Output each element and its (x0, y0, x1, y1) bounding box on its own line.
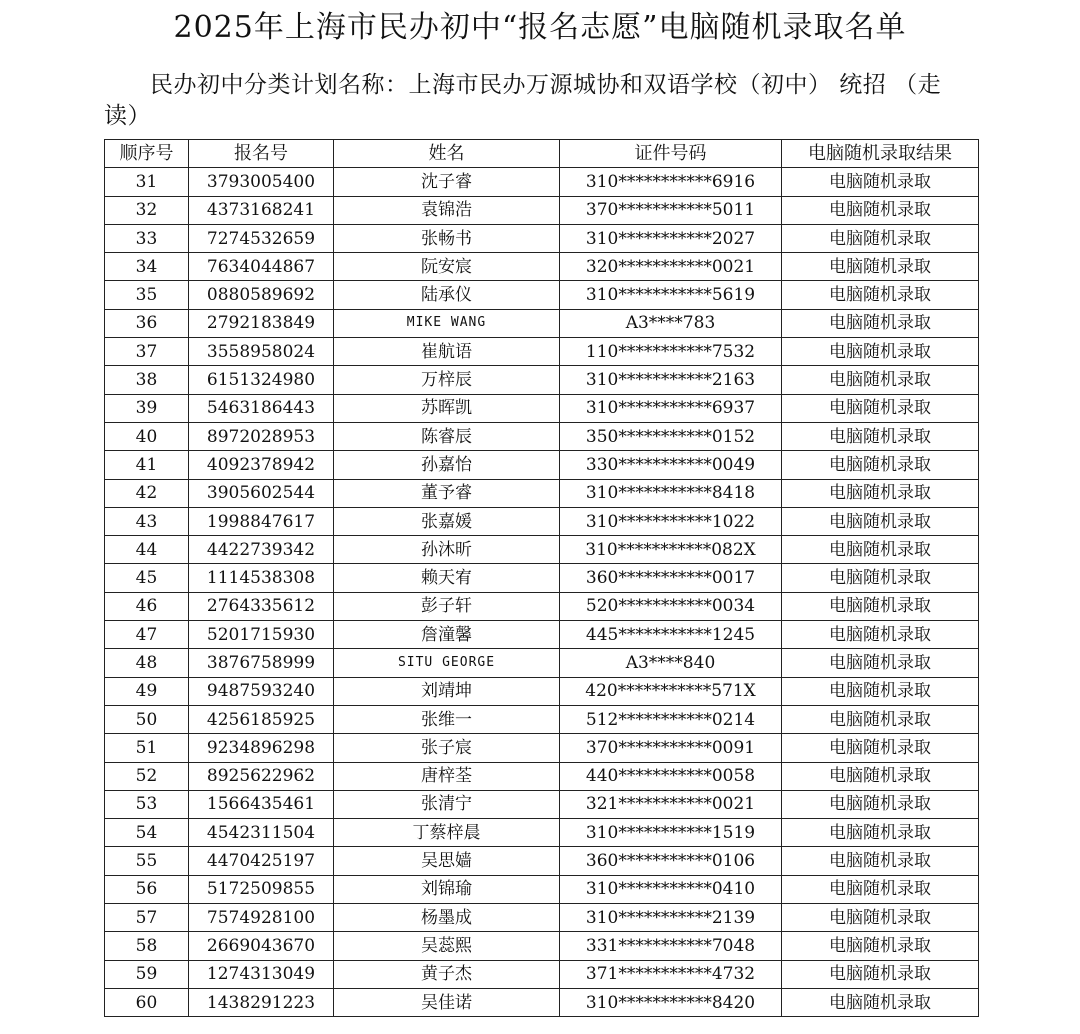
cell-result: 电脑随机录取 (782, 281, 979, 309)
cell-result: 电脑随机录取 (782, 479, 979, 507)
cell-name: SITU GEORGE (334, 649, 560, 677)
cell-result: 电脑随机录取 (782, 451, 979, 479)
cell-result: 电脑随机录取 (782, 819, 979, 847)
cell-seq: 50 (105, 705, 189, 733)
cell-seq: 31 (105, 168, 189, 196)
cell-name: 万梓辰 (334, 366, 560, 394)
cell-reg-number: 1566435461 (189, 790, 334, 818)
cell-result: 电脑随机录取 (782, 338, 979, 366)
table-row (105, 451, 979, 479)
table-row (105, 366, 979, 394)
cell-name: MIKE WANG (334, 309, 560, 337)
cell-name: 张畅书 (334, 224, 560, 252)
table-header (105, 140, 979, 168)
cell-seq: 55 (105, 847, 189, 875)
cell-name: 黄子杰 (334, 960, 560, 988)
table-row (105, 536, 979, 564)
cell-result: 电脑随机录取 (782, 507, 979, 535)
cell-name: 彭子轩 (334, 592, 560, 620)
cell-name: 刘靖坤 (334, 677, 560, 705)
cell-seq: 44 (105, 536, 189, 564)
cell-name: 张维一 (334, 705, 560, 733)
cell-reg-number: 3558958024 (189, 338, 334, 366)
cell-reg-number: 7274532659 (189, 224, 334, 252)
cell-name: 陆承仪 (334, 281, 560, 309)
cell-name: 崔航语 (334, 338, 560, 366)
cell-reg-number: 5463186443 (189, 394, 334, 422)
cell-name: 吴思嫱 (334, 847, 560, 875)
cell-name: 张子宸 (334, 734, 560, 762)
cell-reg-number: 9487593240 (189, 677, 334, 705)
cell-seq: 48 (105, 649, 189, 677)
cell-seq: 43 (105, 507, 189, 535)
header-row (105, 140, 979, 168)
cell-id-number: 330***********0049 (560, 451, 782, 479)
cell-result: 电脑随机录取 (782, 847, 979, 875)
table-row (105, 224, 979, 252)
cell-reg-number: 4373168241 (189, 196, 334, 224)
cell-id-number: 310***********8418 (560, 479, 782, 507)
cell-id-number: 445***********1245 (560, 621, 782, 649)
cell-seq: 54 (105, 819, 189, 847)
table-row (105, 847, 979, 875)
cell-seq: 40 (105, 422, 189, 450)
cell-name: 孙沐昕 (334, 536, 560, 564)
cell-result: 电脑随机录取 (782, 960, 979, 988)
cell-id-number: 310***********2163 (560, 366, 782, 394)
table-row (105, 705, 979, 733)
cell-name: 刘锦瑜 (334, 875, 560, 903)
cell-reg-number: 3793005400 (189, 168, 334, 196)
cell-id-number: 370***********5011 (560, 196, 782, 224)
cell-result: 电脑随机录取 (782, 422, 979, 450)
cell-name: 阮安宸 (334, 253, 560, 281)
cell-result: 电脑随机录取 (782, 253, 979, 281)
cell-result: 电脑随机录取 (782, 309, 979, 337)
plan-name-subtitle: 民办初中分类计划名称：上海市民办万源城协和双语学校（初中） 统招 （走读） (104, 72, 942, 129)
cell-result: 电脑随机录取 (782, 932, 979, 960)
cell-result: 电脑随机录取 (782, 875, 979, 903)
cell-name: 赖天宥 (334, 564, 560, 592)
header-id-number: 证件号码 (560, 140, 782, 168)
cell-result: 电脑随机录取 (782, 621, 979, 649)
table-row (105, 988, 979, 1016)
cell-result: 电脑随机录取 (782, 988, 979, 1016)
cell-id-number: 110***********7532 (560, 338, 782, 366)
cell-id-number: 310***********8420 (560, 988, 782, 1016)
table-row (105, 819, 979, 847)
cell-name: 董予睿 (334, 479, 560, 507)
cell-id-number: 331***********7048 (560, 932, 782, 960)
cell-name: 袁锦浩 (334, 196, 560, 224)
cell-reg-number: 1114538308 (189, 564, 334, 592)
header-seq: 顺序号 (105, 140, 189, 168)
cell-result: 电脑随机录取 (782, 762, 979, 790)
admission-list-table (104, 139, 979, 1017)
cell-name: 吴蕊熙 (334, 932, 560, 960)
cell-seq: 59 (105, 960, 189, 988)
cell-seq: 57 (105, 904, 189, 932)
table-row (105, 960, 979, 988)
cell-id-number: 512***********0214 (560, 705, 782, 733)
cell-reg-number: 8925622962 (189, 762, 334, 790)
cell-reg-number: 1998847617 (189, 507, 334, 535)
header-reg-number: 报名号 (189, 140, 334, 168)
cell-result: 电脑随机录取 (782, 734, 979, 762)
cell-seq: 37 (105, 338, 189, 366)
table-row (105, 394, 979, 422)
cell-id-number: 371***********4732 (560, 960, 782, 988)
cell-name: 孙嘉怡 (334, 451, 560, 479)
cell-id-number: 360***********0017 (560, 564, 782, 592)
cell-result: 电脑随机录取 (782, 705, 979, 733)
table-row (105, 507, 979, 535)
cell-result: 电脑随机录取 (782, 677, 979, 705)
cell-reg-number: 4256185925 (189, 705, 334, 733)
cell-result: 电脑随机录取 (782, 649, 979, 677)
table-body (105, 168, 979, 1017)
table-row (105, 875, 979, 903)
cell-seq: 47 (105, 621, 189, 649)
cell-id-number: 360***********0106 (560, 847, 782, 875)
table-row (105, 422, 979, 450)
cell-id-number: 310***********1519 (560, 819, 782, 847)
cell-reg-number: 4422739342 (189, 536, 334, 564)
table-row (105, 168, 979, 196)
cell-reg-number: 5201715930 (189, 621, 334, 649)
cell-seq: 60 (105, 988, 189, 1016)
cell-id-number: 310***********6916 (560, 168, 782, 196)
cell-seq: 45 (105, 564, 189, 592)
cell-reg-number: 9234896298 (189, 734, 334, 762)
cell-reg-number: 2764335612 (189, 592, 334, 620)
cell-id-number: A3****840 (560, 649, 782, 677)
cell-reg-number: 8972028953 (189, 422, 334, 450)
header-result: 电脑随机录取结果 (782, 140, 979, 168)
table-row (105, 621, 979, 649)
cell-id-number: 420***********571X (560, 677, 782, 705)
cell-seq: 39 (105, 394, 189, 422)
cell-reg-number: 3905602544 (189, 479, 334, 507)
cell-id-number: 310***********0410 (560, 875, 782, 903)
table-row (105, 196, 979, 224)
cell-id-number: 370***********0091 (560, 734, 782, 762)
cell-name: 苏晖凯 (334, 394, 560, 422)
cell-reg-number: 2792183849 (189, 309, 334, 337)
cell-seq: 49 (105, 677, 189, 705)
cell-id-number: 310***********5619 (560, 281, 782, 309)
cell-reg-number: 5172509855 (189, 875, 334, 903)
cell-result: 电脑随机录取 (782, 536, 979, 564)
cell-reg-number: 7634044867 (189, 253, 334, 281)
cell-seq: 53 (105, 790, 189, 818)
cell-reg-number: 0880589692 (189, 281, 334, 309)
cell-result: 电脑随机录取 (782, 168, 979, 196)
cell-seq: 41 (105, 451, 189, 479)
cell-seq: 32 (105, 196, 189, 224)
cell-seq: 52 (105, 762, 189, 790)
table-row (105, 338, 979, 366)
cell-seq: 33 (105, 224, 189, 252)
table-row (105, 253, 979, 281)
table-row (105, 904, 979, 932)
cell-id-number: 310***********2139 (560, 904, 782, 932)
table-row (105, 734, 979, 762)
table-row (105, 564, 979, 592)
cell-reg-number: 7574928100 (189, 904, 334, 932)
cell-name: 陈睿辰 (334, 422, 560, 450)
cell-result: 电脑随机录取 (782, 366, 979, 394)
header-name: 姓名 (334, 140, 560, 168)
table-row (105, 592, 979, 620)
cell-name: 詹潼馨 (334, 621, 560, 649)
cell-result: 电脑随机录取 (782, 564, 979, 592)
table-row (105, 309, 979, 337)
cell-id-number: 310***********1022 (560, 507, 782, 535)
cell-seq: 42 (105, 479, 189, 507)
cell-reg-number: 3876758999 (189, 649, 334, 677)
cell-result: 电脑随机录取 (782, 394, 979, 422)
cell-seq: 35 (105, 281, 189, 309)
cell-seq: 58 (105, 932, 189, 960)
cell-reg-number: 1274313049 (189, 960, 334, 988)
cell-seq: 34 (105, 253, 189, 281)
page-title: 2025年上海市民办初中“报名志愿”电脑随机录取名单 (173, 10, 907, 45)
cell-id-number: 320***********0021 (560, 253, 782, 281)
cell-id-number: 310***********082X (560, 536, 782, 564)
cell-id-number: 350***********0152 (560, 422, 782, 450)
cell-name: 唐梓荃 (334, 762, 560, 790)
cell-id-number: 310***********2027 (560, 224, 782, 252)
table-row (105, 932, 979, 960)
cell-result: 电脑随机录取 (782, 904, 979, 932)
table-row (105, 762, 979, 790)
cell-id-number: 520***********0034 (560, 592, 782, 620)
cell-id-number: 310***********6937 (560, 394, 782, 422)
cell-name: 沈子睿 (334, 168, 560, 196)
cell-reg-number: 4092378942 (189, 451, 334, 479)
cell-result: 电脑随机录取 (782, 592, 979, 620)
cell-name: 丁蔡梓晨 (334, 819, 560, 847)
cell-result: 电脑随机录取 (782, 224, 979, 252)
cell-reg-number: 4470425197 (189, 847, 334, 875)
cell-reg-number: 4542311504 (189, 819, 334, 847)
cell-reg-number: 2669043670 (189, 932, 334, 960)
table-row (105, 479, 979, 507)
cell-seq: 38 (105, 366, 189, 394)
cell-name: 吴佳诺 (334, 988, 560, 1016)
cell-seq: 56 (105, 875, 189, 903)
table-row (105, 649, 979, 677)
cell-name: 杨墨成 (334, 904, 560, 932)
cell-seq: 46 (105, 592, 189, 620)
cell-result: 电脑随机录取 (782, 790, 979, 818)
cell-seq: 51 (105, 734, 189, 762)
table-row (105, 281, 979, 309)
cell-id-number: 440***********0058 (560, 762, 782, 790)
table-row (105, 790, 979, 818)
cell-seq: 36 (105, 309, 189, 337)
cell-reg-number: 1438291223 (189, 988, 334, 1016)
table-row (105, 677, 979, 705)
cell-id-number: A3****783 (560, 309, 782, 337)
cell-id-number: 321***********0021 (560, 790, 782, 818)
cell-result: 电脑随机录取 (782, 196, 979, 224)
cell-reg-number: 6151324980 (189, 366, 334, 394)
cell-name: 张清宁 (334, 790, 560, 818)
cell-name: 张嘉媛 (334, 507, 560, 535)
